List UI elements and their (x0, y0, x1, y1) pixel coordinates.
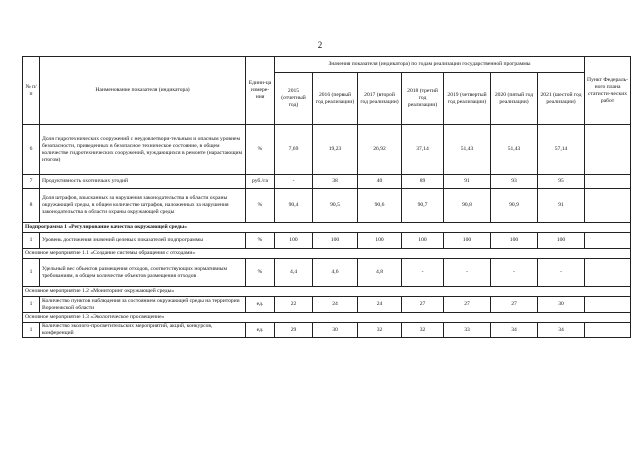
table-section-row (23, 313, 631, 323)
unit-cell: % (246, 189, 275, 223)
section-title: Основное мероприятие 1.3 «Экологическое просвещение» (23, 313, 631, 323)
row-number: 6 (23, 125, 40, 175)
value-cell: 32 (402, 323, 444, 338)
header-year: 2015 (отчетный год) (275, 73, 313, 125)
value-cell: 51,43 (491, 125, 538, 175)
header-num: № п/п (23, 57, 40, 125)
row-number: 1 (23, 323, 40, 338)
indicator-name: Количество эколого-просветительских мероприятий, акций, конкурсов, конференций (40, 323, 246, 338)
value-cell: 24 (358, 297, 402, 313)
value-cell: 100 (538, 233, 585, 249)
table-header (23, 57, 631, 125)
header-unit: Едини-ца измере-ния (246, 57, 275, 125)
value-cell: 30 (313, 323, 358, 338)
header-year: 2018 (третий год реализации) (402, 73, 444, 125)
row-number: 1 (23, 233, 40, 249)
table-row (23, 323, 631, 338)
value-cell: 27 (491, 297, 538, 313)
indicator-name: Доля гидротехнических сооружений с неудовлетвори-тельным и опасным уровнем безопасности, приведенных в безопасное техническое состояние, в общем количестве гидротехнических сооружений, нуждающихся в ремонте (нарастающим итогом) (40, 125, 246, 175)
header-year: 2020 (пятый год реализации) (491, 73, 538, 125)
table-body (23, 125, 631, 338)
value-cell: 100 (491, 233, 538, 249)
indicators-table (22, 56, 631, 338)
indicator-name: Уровень достижения значений целевых показателей подпрограммы (40, 233, 246, 249)
page-number: 2 (317, 40, 323, 50)
section-title: Основное мероприятие 1.1 «Создание системы обращения с отходами» (23, 249, 631, 259)
header-year: 2016 (первый год реализации) (313, 73, 358, 125)
value-cell: 7,69 (275, 125, 313, 175)
plan-cell (585, 233, 631, 249)
header-values-group: Значения показателя (индикатора) по годам реализации государственной программы (275, 57, 585, 73)
header-name: Наименование показателя (индикатора) (40, 57, 246, 125)
value-cell: 4,4 (275, 259, 313, 287)
row-number: 8 (23, 189, 40, 223)
value-cell: 89 (402, 175, 444, 189)
header-year: 2021 (шестой год реализации) (538, 73, 585, 125)
table-row (23, 189, 631, 223)
unit-cell: ед. (246, 323, 275, 338)
table-section-row (23, 223, 631, 233)
value-cell: 90,4 (275, 189, 313, 223)
table-section-row (23, 249, 631, 259)
value-cell: 100 (313, 233, 358, 249)
indicator-name: Доля штрафов, взысканных за нарушения законодательства в области охраны окружающей среды, в общем количестве штрафов, наложенных за нарушения законодательства в области охраны окружающей среды (40, 189, 246, 223)
indicator-name: Удельный вес объектов размещения отходов, соответствующих нормативным требованиям, в общем количестве объектов размещения отходов (40, 259, 246, 287)
unit-cell: % (246, 259, 275, 287)
value-cell: 19,23 (313, 125, 358, 175)
value-cell: 40 (358, 175, 402, 189)
row-number: 7 (23, 175, 40, 189)
row-number: 1 (23, 297, 40, 313)
value-cell: 33 (444, 323, 491, 338)
value-cell: 100 (275, 233, 313, 249)
value-cell: 57,14 (538, 125, 585, 175)
plan-cell (585, 297, 631, 313)
value-cell: - (275, 175, 313, 189)
plan-cell (585, 125, 631, 175)
value-cell: 90,6 (358, 189, 402, 223)
value-cell: 95 (538, 175, 585, 189)
indicator-name: Продуктивность охотничьих угодий (40, 175, 246, 189)
value-cell: 90,8 (444, 189, 491, 223)
value-cell: 37,14 (402, 125, 444, 175)
value-cell: 22 (275, 297, 313, 313)
value-cell: - (491, 259, 538, 287)
unit-cell: руб./га (246, 175, 275, 189)
value-cell: 27 (402, 297, 444, 313)
table-row (23, 233, 631, 249)
plan-cell (585, 323, 631, 338)
value-cell: 34 (538, 323, 585, 338)
value-cell: 100 (444, 233, 491, 249)
value-cell: 90,7 (402, 189, 444, 223)
value-cell: 38 (313, 175, 358, 189)
indicator-name: Количество пунктов наблюдения за состоянием окружающей среды на территории Воронежской области (40, 297, 246, 313)
plan-cell (585, 189, 631, 223)
value-cell: 91 (444, 175, 491, 189)
value-cell: 90,5 (313, 189, 358, 223)
value-cell: 24 (313, 297, 358, 313)
row-number: 1 (23, 259, 40, 287)
plan-cell (585, 175, 631, 189)
unit-cell: ед. (246, 297, 275, 313)
table-row (23, 175, 631, 189)
header-year: 2017 (второй год реализации) (358, 73, 402, 125)
table-row (23, 297, 631, 313)
value-cell: 4,6 (313, 259, 358, 287)
section-title: Подпрограмма 1 «Регулирование качества окружающей среды» (23, 223, 631, 233)
value-cell: 27 (444, 297, 491, 313)
header-plan: Пункт Федераль-ного плана статисти-ческих работ (585, 57, 631, 125)
plan-cell (585, 259, 631, 287)
value-cell: - (402, 259, 444, 287)
value-cell: 51,43 (444, 125, 491, 175)
value-cell: 29 (275, 323, 313, 338)
value-cell: 100 (402, 233, 444, 249)
table-row (23, 259, 631, 287)
value-cell: 4,8 (358, 259, 402, 287)
value-cell: 100 (358, 233, 402, 249)
value-cell: 26,92 (358, 125, 402, 175)
unit-cell: % (246, 233, 275, 249)
value-cell: 90,9 (491, 189, 538, 223)
value-cell: - (444, 259, 491, 287)
value-cell: 34 (491, 323, 538, 338)
value-cell: 30 (538, 297, 585, 313)
unit-cell: % (246, 125, 275, 175)
value-cell: 91 (538, 189, 585, 223)
section-title: Основное мероприятие 1.2 «Мониторинг окружающей среды» (23, 287, 631, 297)
header-year: 2019 (четвертый год реализации) (444, 73, 491, 125)
table-section-row (23, 287, 631, 297)
table-row (23, 125, 631, 175)
value-cell: 93 (491, 175, 538, 189)
value-cell: - (538, 259, 585, 287)
value-cell: 32 (358, 323, 402, 338)
